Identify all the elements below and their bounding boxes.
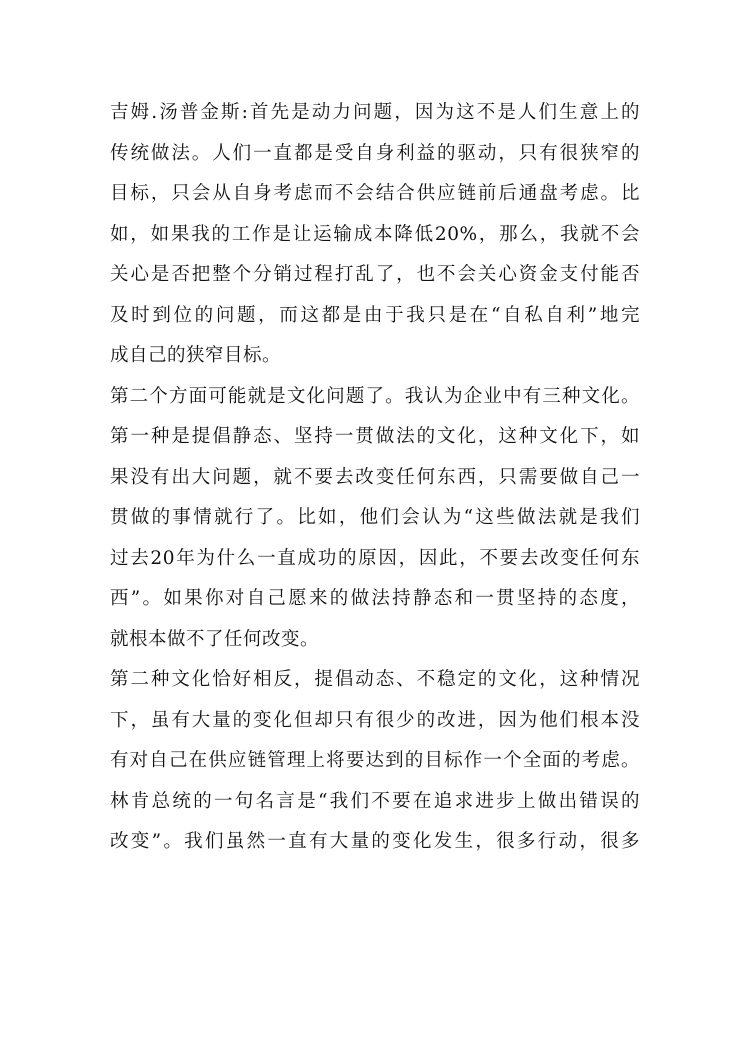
text-line: 关心是否把整个分销过程打乱了，也不会关心资金支付能否 xyxy=(110,264,640,285)
text-line: 目标，只会从自身考虑而不会结合供应链前后通盘考虑。比 xyxy=(110,183,640,204)
text-line: 下，虽有大量的变化但却只有很少的改进，因为他们根本没 xyxy=(110,709,640,731)
document-body xyxy=(110,93,640,863)
text-line: 第一种是提倡静态、坚持一贯做法的文化，这种文化下，如 xyxy=(110,426,640,447)
paragraph-1 xyxy=(110,93,640,377)
text-line: 过去20年为什么一直成功的原因，因此，不要去改变任何东 xyxy=(110,547,640,569)
text-line: 就根本做不了任何改变。 xyxy=(110,628,320,650)
text-line: 第二个方面可能就是文化问题了。我认为企业中有三种文化。 xyxy=(110,385,640,407)
text-line: 果没有出大问题，就不要去改变任何东西，只需要做自己一 xyxy=(110,466,640,488)
text-line: 西”。如果你对自己愿来的做法持静态和一贯坚持的态度， xyxy=(110,588,640,609)
paragraph-2 xyxy=(110,377,640,661)
text-line: 如，如果我的工作是让运输成本降低20%，那么，我就不会 xyxy=(110,223,640,245)
text-line: 改变”。我们虽然一直有大量的变化发生，很多行动，很多 xyxy=(110,831,640,852)
text-line: 第二种文化恰好相反，提倡动态、不稳定的文化，这种情况 xyxy=(110,669,640,690)
text-line: 成自己的狭窄目标。 xyxy=(110,345,282,366)
text-line: 贯做的事情就行了。比如，他们会认为“这些做法就是我们 xyxy=(110,507,640,528)
paragraph-3 xyxy=(110,660,640,863)
text-line: 有对自己在供应链管理上将要达到的目标作一个全面的考虑。 xyxy=(110,750,640,771)
text-line: 传统做法。人们一直都是受自身利益的驱动，只有很狭窄的 xyxy=(110,142,640,164)
text-line: 林肯总统的一句名言是“我们不要在追求进步上做出错误的 xyxy=(110,790,640,812)
text-line: 及时到位的问题，而这都是由于我只是在“自私自利”地完 xyxy=(110,304,640,326)
text-line: 吉姆.汤普金斯:首先是动力问题，因为这不是人们生意上的 xyxy=(110,102,640,123)
